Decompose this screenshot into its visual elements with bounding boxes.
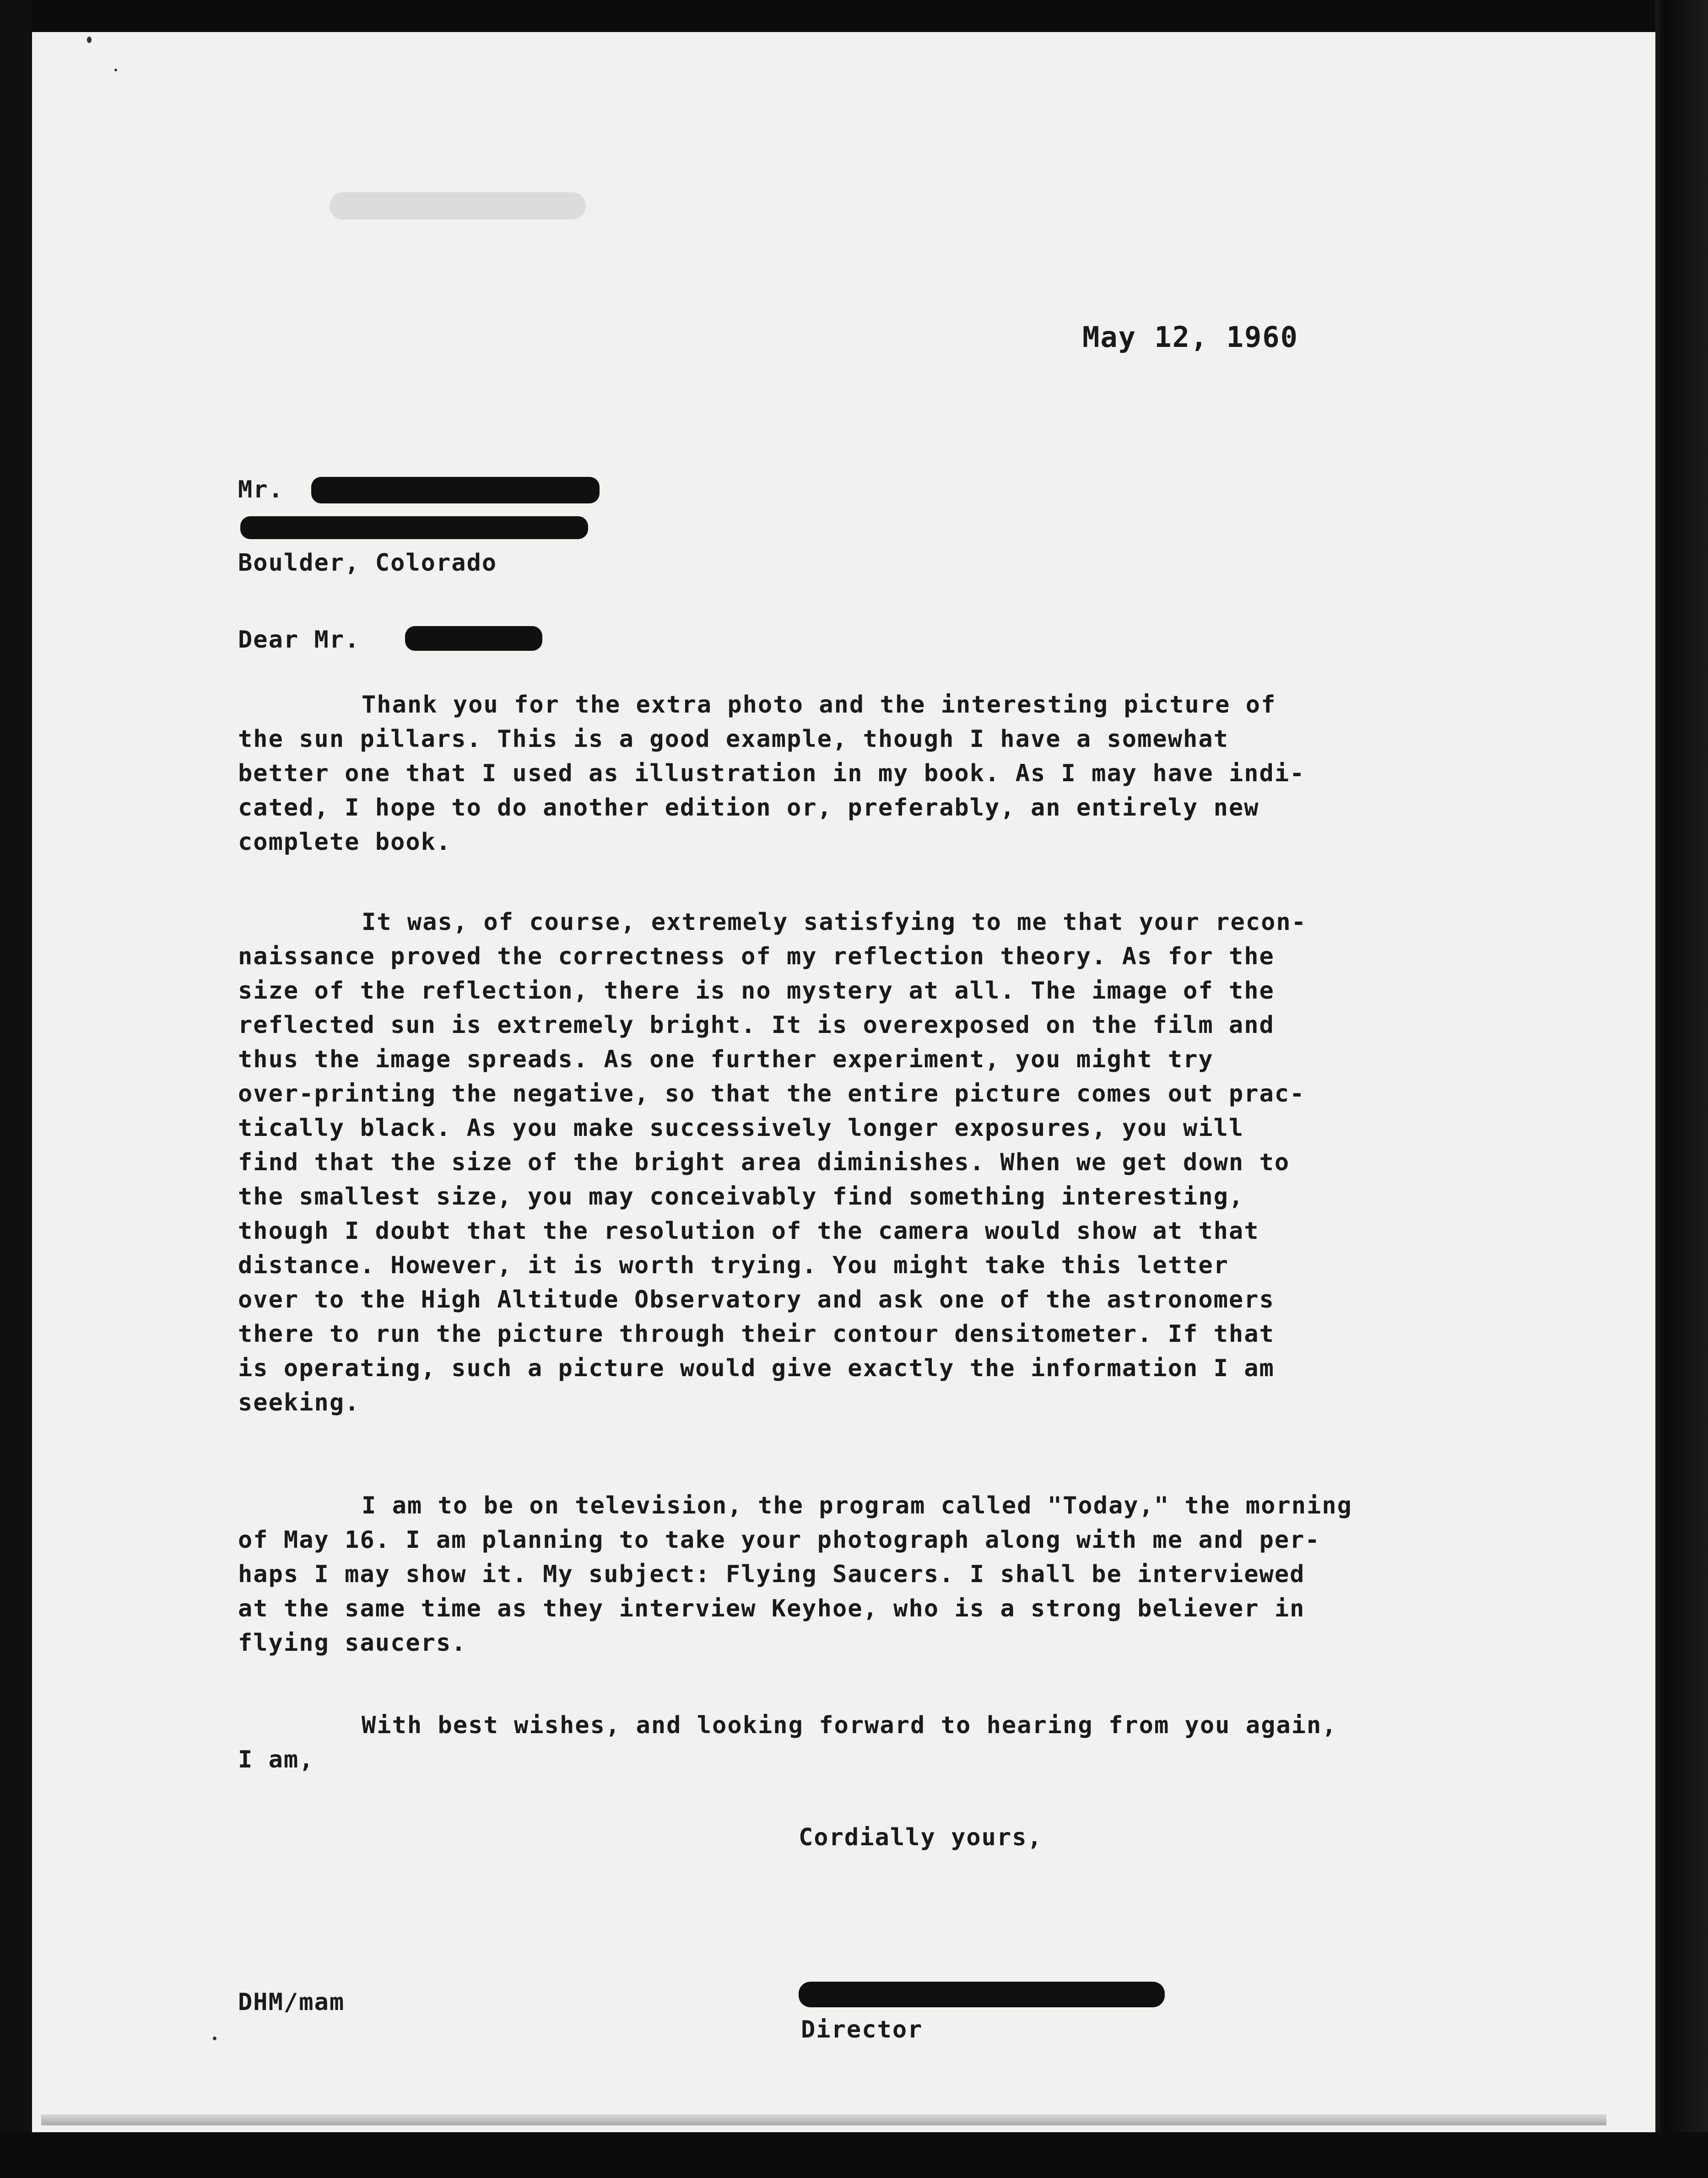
redacted-street-address [240, 516, 588, 539]
body-line: I am, [238, 1746, 314, 1773]
scan-border-right [1655, 0, 1708, 2178]
body-line: With best wishes, and looking forward to hearing from you again, [362, 1712, 1337, 1739]
scan-speck [87, 37, 92, 43]
body-line: better one that I used as illustration in my book. As I may have indi- [238, 760, 1305, 787]
body-line: flying saucers. [238, 1629, 467, 1657]
body-line: though I doubt that the resolution of the camera would show at that [238, 1217, 1259, 1245]
body-line: size of the reflection, there is no mystery at all. The image of the [238, 977, 1275, 1005]
typist-initials: DHM/mam [238, 1989, 345, 2016]
closing: Cordially yours, [799, 1824, 1043, 1851]
paper-edge [41, 2114, 1606, 2125]
body-line: distance. However, it is worth trying. You might take this letter [238, 1252, 1229, 1279]
body-line: complete book. [238, 828, 452, 856]
signer-title: Director [801, 2016, 923, 2043]
body-line: tically black. As you make successively longer exposures, you will [238, 1114, 1244, 1142]
scan-border-left [0, 0, 32, 2178]
body-line: find that the size of the bright area diminishes. When we get down to [238, 1149, 1290, 1176]
recipient-city: Boulder, Colorado [238, 549, 497, 577]
body-line: naissance proved the correctness of my reflection theory. As for the [238, 943, 1275, 970]
scan-border-bottom [0, 2132, 1708, 2178]
scan-speck [213, 2037, 216, 2040]
body-line: at the same time as they interview Keyhoe, who is a strong believer in [238, 1595, 1305, 1622]
redacted-greeting-name [405, 626, 542, 651]
body-line: seeking. [238, 1389, 360, 1416]
body-line: is operating, such a picture would give exactly the information I am [238, 1355, 1275, 1382]
body-line: the sun pillars. This is a good example, though I have a somewhat [238, 725, 1229, 753]
body-line: over to the High Altitude Observatory and ask one of the astronomers [238, 1286, 1275, 1313]
body-line: It was, of course, extremely satisfying to me that your recon- [362, 908, 1307, 936]
body-line: I am to be on television, the program called "Today," the morning [362, 1492, 1352, 1519]
body-line: cated, I hope to do another edition or, preferably, an entirely new [238, 794, 1259, 821]
scan-border-top [0, 0, 1708, 32]
body-line: thus the image spreads. As one further experiment, you might try [238, 1046, 1214, 1073]
redacted-signer-name [799, 1982, 1165, 2007]
letter-date: May 12, 1960 [1082, 320, 1298, 354]
body-line: reflected sun is extremely bright. It is overexposed on the film and [238, 1011, 1275, 1039]
redacted-recipient-name [311, 477, 600, 503]
recipient-prefix: Mr. [238, 476, 284, 503]
body-line: haps I may show it. My subject: Flying Saucers. I shall be interviewed [238, 1561, 1305, 1588]
greeting: Dear Mr. [238, 626, 360, 654]
body-line: there to run the picture through their contour densitometer. If that [238, 1320, 1275, 1348]
body-line: over-printing the negative, so that the entire picture comes out prac- [238, 1080, 1305, 1108]
body-line: Thank you for the extra photo and the interesting picture of [362, 691, 1276, 719]
scan-speck [114, 69, 117, 71]
faint-smudge [330, 192, 586, 220]
body-line: the smallest size, you may conceivably find something interesting, [238, 1183, 1244, 1211]
body-line: of May 16. I am planning to take your photograph along with me and per- [238, 1526, 1320, 1554]
